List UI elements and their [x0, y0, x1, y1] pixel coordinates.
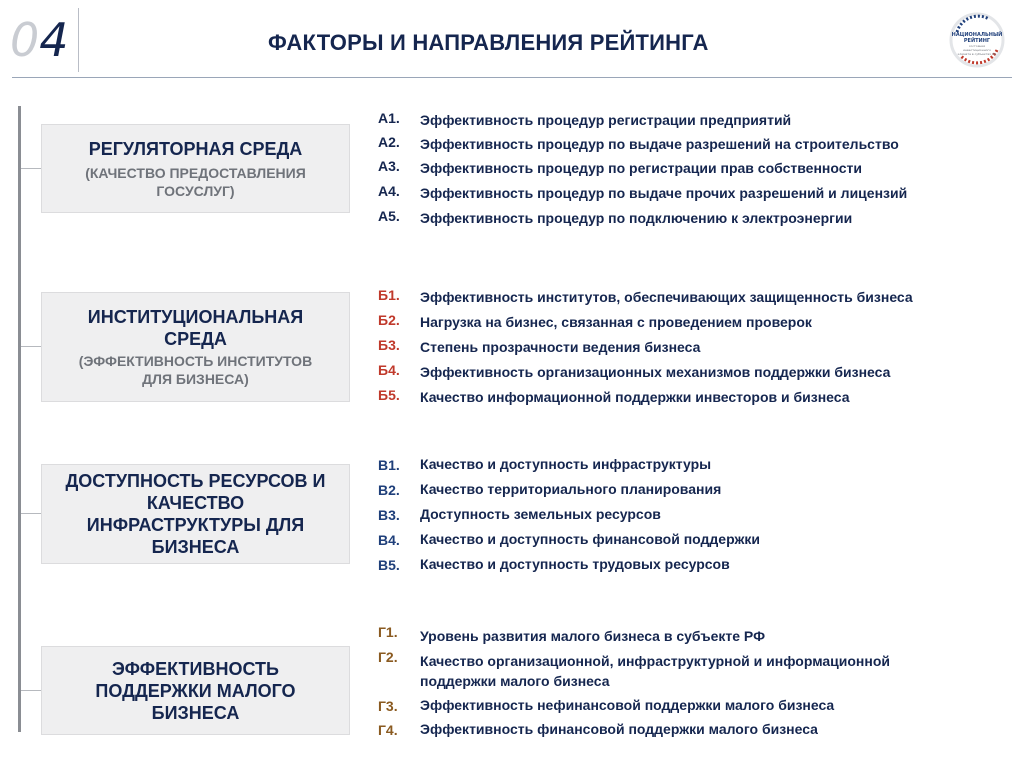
item-code: В1. [378, 457, 400, 473]
slide-number-prefix: 0 [10, 13, 40, 67]
item-code: А3. [378, 158, 400, 174]
slide-number-divider [78, 8, 79, 72]
item-code: Б3. [378, 337, 400, 353]
item-code: Б5. [378, 387, 400, 403]
item-text: Качество информационной поддержки инвесторов и бизнеса [420, 389, 850, 405]
logo-line-3: состояния [968, 44, 986, 48]
item-code: Б1. [378, 287, 400, 303]
item-text: Степень прозрачности ведения бизнеса [420, 339, 701, 355]
item-text: Эффективность процедур по выдаче прочих разрешений и лицензий [420, 185, 908, 201]
item-code: А4. [378, 183, 400, 199]
item-text: Эффективность нефинансовой поддержки малого бизнеса [420, 697, 835, 713]
page-title: ФАКТОРЫ И НАПРАВЛЕНИЯ РЕЙТИНГА [268, 30, 709, 55]
item-text: Эффективность процедур по подключению к электроэнергии [420, 210, 853, 226]
factor-title: ЭФФЕКТИВНОСТЬ [112, 658, 279, 679]
factor-title: СРЕДА [164, 329, 227, 349]
tree-spine [18, 106, 21, 732]
logo-line-4: инвестиционного [963, 48, 991, 52]
factor-title: ИНФРАСТРУКТУРЫ ДЛЯ [86, 515, 305, 535]
slide-number [10, 12, 69, 68]
item-text: Качество территориального планирования [420, 481, 722, 497]
item-text: Эффективность институтов, обеспечивающих защищенность бизнеса [420, 289, 913, 305]
item-text: Эффективность организационных механизмов поддержки бизнеса [420, 364, 891, 380]
item-text: Качество и доступность трудовых ресурсов [420, 556, 730, 572]
tree-tick [21, 690, 41, 691]
item-code: Б2. [378, 312, 400, 328]
item-code: А2. [378, 134, 400, 150]
logo-line-5: климата в субъектах РФ [957, 52, 997, 56]
item-text: Эффективность процедур регистрации предприятий [420, 112, 792, 128]
item-code: В3. [378, 507, 400, 523]
factor-title: ДОСТУПНОСТЬ РЕСУРСОВ И [65, 471, 326, 491]
item-text: Эффективность процедур по выдаче разрешений на строительство [420, 136, 899, 152]
item-text: Качество и доступность инфраструктуры [420, 456, 712, 472]
factor-subtitle: ДЛЯ БИЗНЕСА) [142, 371, 249, 387]
logo-line-2: РЕЙТИНГ [963, 38, 991, 44]
factor-title: ПОДДЕРЖКИ МАЛОГО [95, 680, 296, 701]
factor-subtitle: (ЭФФЕКТИВНОСТЬ ИНСТИТУТОВ [78, 353, 313, 369]
factor-title: РЕГУЛЯТОРНАЯ СРЕДА [88, 138, 303, 159]
factor-subtitle: (КАЧЕСТВО ПРЕДОСТАВЛЕНИЯ [85, 164, 306, 181]
item-code: Г4. [378, 722, 398, 738]
item-text: Качество и доступность финансовой поддержки [420, 531, 760, 547]
factor-title: БИЗНЕСА [151, 537, 240, 557]
factor-title: БИЗНЕСА [151, 702, 240, 723]
item-text: Эффективность процедур по регистрации прав собственности [420, 160, 862, 176]
item-text: Качество организационной, инфраструктурной и информационной [420, 653, 890, 669]
item-text: Доступность земельных ресурсов [420, 506, 661, 522]
item-code: Б4. [378, 362, 400, 378]
item-text: Нагрузка на бизнес, связанная с проведением проверок [420, 314, 812, 330]
tree-tick [21, 346, 41, 347]
item-text: Эффективность финансовой поддержки малого бизнеса [420, 721, 818, 737]
factor-box-regulatory [41, 124, 350, 213]
tree-tick [21, 513, 41, 514]
item-code: Г1. [378, 624, 398, 640]
factor-subtitle: ГОСУСЛУГ) [156, 182, 235, 199]
factor-box-institutional [41, 292, 350, 402]
header-divider [12, 77, 1012, 78]
item-code: В2. [378, 482, 400, 498]
tree-tick [21, 168, 41, 169]
item-code: Г2. [378, 649, 398, 665]
factor-box-small-business [41, 646, 350, 735]
factor-title: ИНСТИТУЦИОНАЛЬНАЯ [87, 307, 304, 327]
factor-title: КАЧЕСТВО [146, 493, 245, 513]
slide-number-main: 4 [39, 13, 69, 67]
item-text: Уровень развития малого бизнеса в субъекте РФ [420, 628, 766, 644]
item-code: А1. [378, 110, 400, 126]
item-code: В5. [378, 557, 400, 573]
logo-line-1: НАЦИОНАЛЬНЫЙ [951, 32, 1003, 38]
item-code: А5. [378, 208, 400, 224]
item-code: Г3. [378, 698, 398, 714]
item-text: поддержки малого бизнеса [420, 673, 610, 689]
factor-box-resources [41, 464, 350, 564]
rating-logo-icon [949, 12, 1005, 68]
item-code: В4. [378, 532, 400, 548]
